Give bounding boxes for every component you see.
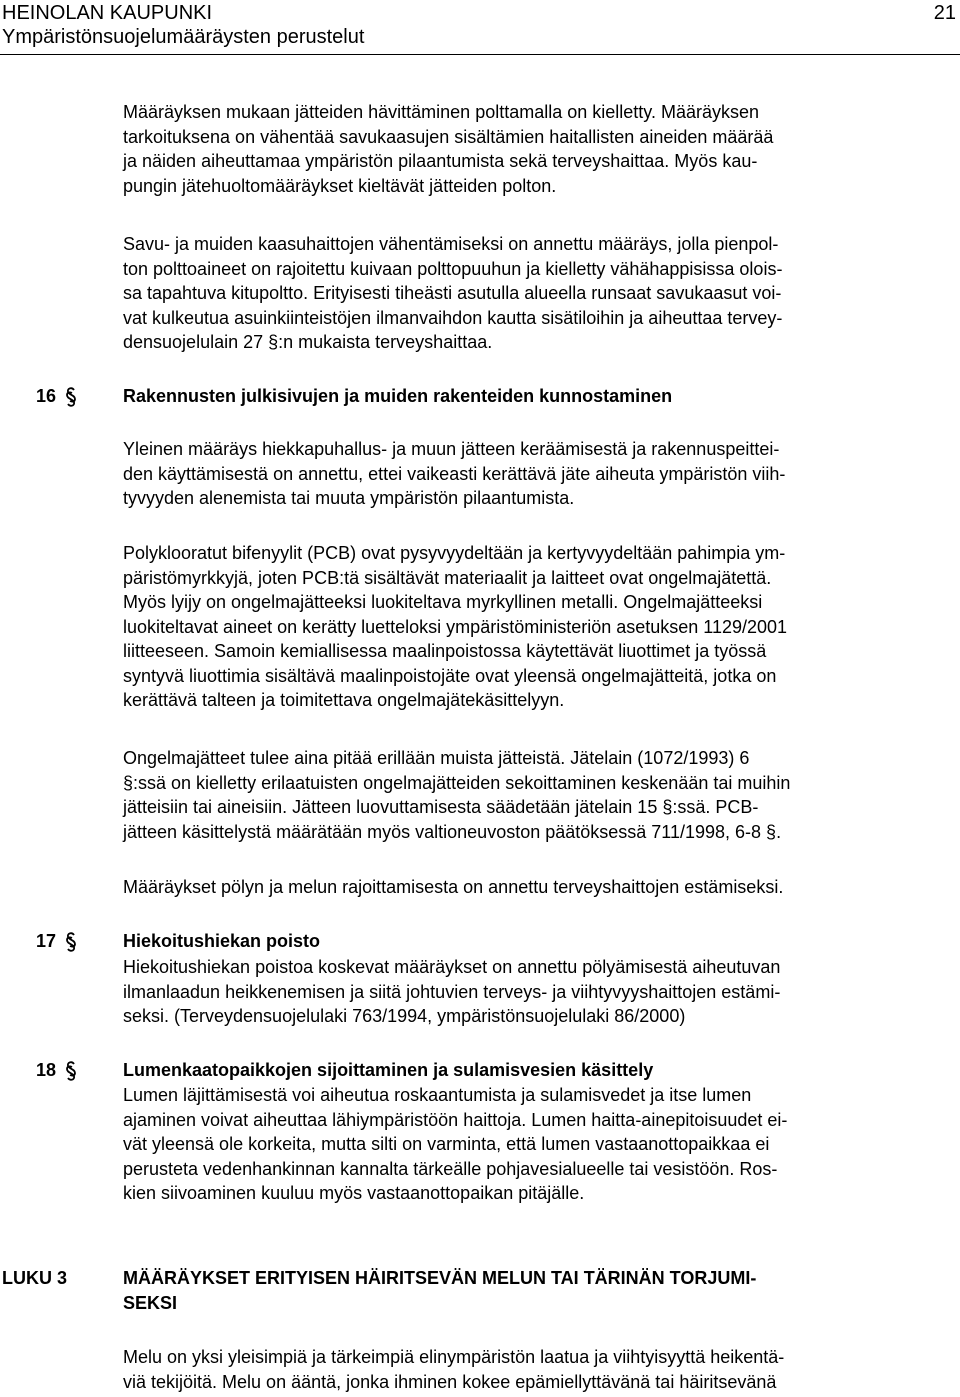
text-line: den käyttämisestä on annettu, ettei vaikeasti kerättävä jäte aiheuta ympäristön viih- [123, 463, 786, 484]
paragraph [123, 746, 955, 844]
paragraph [123, 955, 955, 1029]
text-line: luokiteltavat aineet on kerätty luetteloksi ympäristöministeriön asetuksen 1129/2001 [123, 616, 788, 637]
section-title: Rakennusten julkisivujen ja muiden rakenteiden kunnostaminen [123, 386, 673, 406]
text-line: Yleinen määräys hiekkapuhallus- ja muun jätteen keräämisestä ja rakennuspeittei- [123, 439, 780, 459]
text-line: syntyvä liuottimia sisältävä maalinpoistojäte ovat yleensä ongelmajätteitä, jotka on [123, 665, 777, 686]
text-line: viä tekijöitä. Melu on ääntä, jonka ihminen kokee epämiellyttävänä tai häiritsevänä [123, 1371, 777, 1392]
text-line: Hiekoitushiekan poistoa koskevat määräykset on annettu pölyämisestä aiheutuvan [123, 957, 781, 977]
text-line: Melu on yksi yleisimpiä ja tärkeimpiä elinympäristön laatua ja viihtyisyyttä heikentä- [123, 1347, 785, 1367]
chapter-title [123, 1266, 955, 1315]
text-line: §:ssä on kielletty erilaatuisten ongelmajätteiden sekoittaminen keskenään tai muihin [123, 772, 791, 793]
text-line: Määräyksen mukaan jätteiden hävittäminen polttamalla on kielletty. Määräyksen [123, 102, 759, 122]
text-line: Myös lyijy on ongelmajätteeksi luokiteltava myrkyllinen metalli. Ongelmajätteeksi [123, 592, 763, 612]
text-line: jätteisiin tai aineisiin. Jätteen luovuttamisesta säädetään jätelain 15 §:ssä. PCB- [123, 797, 759, 817]
text-line: tarkoituksena on vähentää savukaasujen sisältämien haitallisten aineiden määrää [123, 126, 774, 147]
section-number: 17 [36, 931, 57, 951]
text-line: kerättävä talteen ja toimitettava ongelmajätekäsittelyyn. [123, 690, 565, 710]
text-line: päristömyrkkyjä, joten PCB:tä sisältävät materiaalit ja laitteet ovat ongelmajätettä. [123, 567, 772, 588]
paragraph [123, 541, 955, 713]
paragraph [123, 100, 955, 198]
section-sign-icon [64, 931, 78, 953]
section-title: Lumenkaatopaikkojen sijoittaminen ja sulamisvesien käsittely [123, 1060, 654, 1080]
paragraph [123, 232, 955, 355]
section-sign-icon [64, 1060, 78, 1082]
text-line: sa tapahtuva kitupoltto. Erityisesti tiheästi asutulla alueella runsaat savukaasut voi- [123, 283, 782, 303]
text-line: MÄÄRÄYKSET ERITYISEN HÄIRITSEVÄN MELUN TAI TÄRINÄN TORJUMI- [123, 1268, 757, 1288]
section-number: 18 [36, 1060, 57, 1080]
text-line: densuojelulain 27 §:n mukaista terveyshaittaa. [123, 332, 493, 352]
text-line: tyvyyden alenemista tai muuta ympäristön pilaantumista. [123, 488, 575, 508]
paragraph [123, 1083, 955, 1206]
text-line: jätteen käsittelystä määrätään myös valtioneuvoston päätöksessä 711/1998, 6-8 §. [123, 821, 782, 842]
paragraph [123, 1345, 955, 1394]
section-sign-icon [64, 386, 78, 408]
text-line: SEKSI [123, 1292, 178, 1313]
organization-name: HEINOLAN KAUPUNKI [2, 2, 213, 24]
section-number: 16 [36, 386, 57, 406]
text-line: ajaminen voivat aiheuttaa lähiympäristöön haittoja. Lumen haitta-ainepitoisuudet ei- [123, 1109, 788, 1130]
paragraph [123, 875, 955, 900]
section-heading-18 [0, 1058, 960, 1084]
text-line: liitteeseen. Samoin kemiallisessa maalinpoistossa käytettävät liuottimet ja työssä [123, 641, 767, 661]
text-line: ton polttoaineet on rajoitettu kuivaan polttopuuhun ja kielletty vähähappisissa olois- [123, 258, 783, 279]
text-line: vät yleensä ole korkeita, mutta silti on varminta, että lumen vastaanottopaikkaa ei [123, 1134, 770, 1154]
text-line: Lumen läjittämisestä voi aiheutua roskaantumista ja sulamisvedet ja itse lumen [123, 1085, 752, 1105]
chapter-label: LUKU 3 [2, 1268, 68, 1288]
text-line: perusteta vedenhankinnan kannalta tärkeälle pohjavesialueelle tai vesistöön. Ros- [123, 1158, 778, 1179]
text-line: kien siivoaminen kuuluu myös vastaanottopaikan pitäjälle. [123, 1183, 585, 1203]
section-title: Hiekoitushiekan poisto [123, 931, 321, 951]
text-line: Määräykset pölyn ja melun rajoittamisesta on annettu terveyshaittojen estämiseksi. [123, 877, 784, 897]
text-line: vat kulkeutua asuinkiinteistöjen ilmanvaihdon kautta sisätiloihin ja aiheuttaa tervey- [123, 307, 783, 328]
text-line: Savu- ja muiden kaasuhaittojen vähentämiseksi on annettu määräys, jolla pienpol- [123, 234, 779, 254]
text-line: seksi. (Terveydensuojelulaki 763/1994, ympäristönsuojelulaki 86/2000) [123, 1006, 686, 1026]
paragraph [123, 437, 955, 511]
text-line: ja näiden aiheuttamaa ympäristön pilaantumista sekä terveyshaittaa. Myös kau- [123, 151, 758, 171]
text-line: pungin jätehuoltomääräykset kieltävät jätteiden polton. [123, 175, 557, 196]
section-heading-16 [0, 384, 960, 410]
text-line: Polyklooratut bifenyylit (PCB) ovat pysyvyydeltään ja kertyvyydeltään pahimpia ym- [123, 543, 786, 563]
text-line: Ongelmajätteet tulee aina pitää erillään muista jätteistä. Jätelain (1072/1993) 6 [123, 748, 750, 768]
page-header [0, 0, 960, 55]
document-subtitle: Ympäristönsuojelumääräysten perustelut [2, 26, 365, 48]
page-number: 21 [933, 2, 956, 24]
text-line: ilmanlaadun heikkenemisen ja siitä johtuvien terveys- ja viihtyvyyshaittojen estämi- [123, 981, 781, 1002]
section-heading-17 [0, 929, 960, 955]
